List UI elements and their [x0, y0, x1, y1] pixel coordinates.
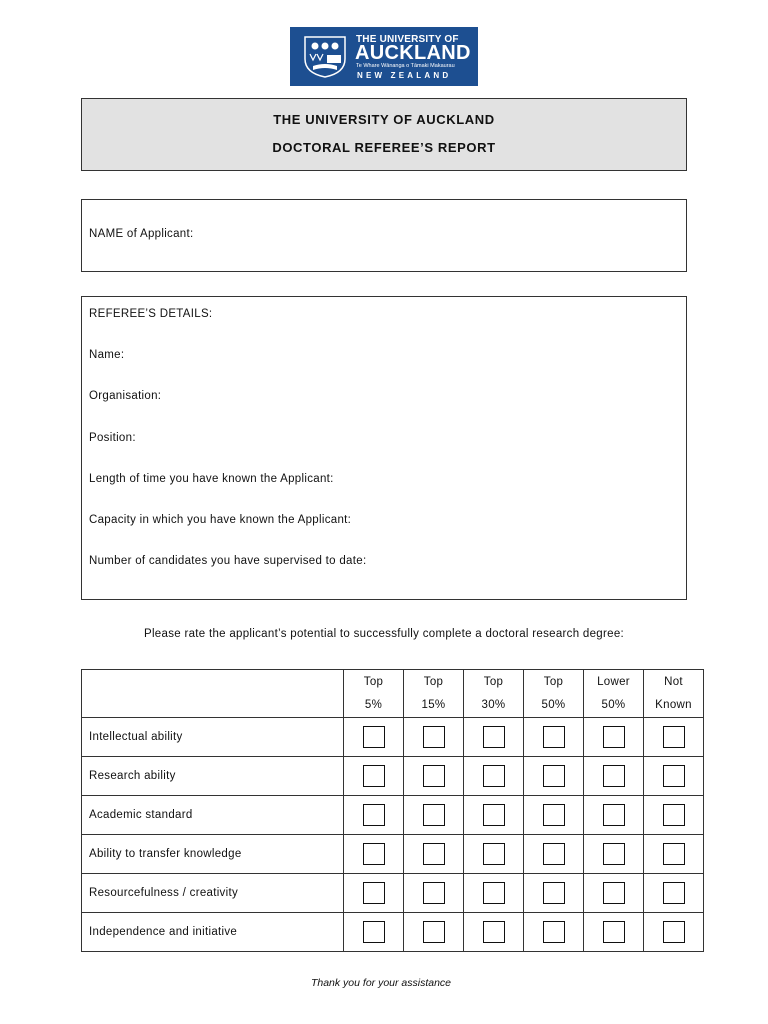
rating-checkbox[interactable] [543, 804, 565, 826]
rating-checkbox[interactable] [543, 882, 565, 904]
rating-checkbox[interactable] [363, 804, 385, 826]
applicant-name-label: NAME of Applicant: [89, 228, 194, 240]
column-label-line1: Top [423, 675, 444, 688]
referee-position-label: Position: [89, 432, 136, 444]
rating-row-transfer-knowledge [82, 835, 704, 874]
rating-checkbox[interactable] [663, 843, 685, 865]
referee-organisation-label: Organisation: [89, 390, 162, 402]
rating-checkbox[interactable] [363, 882, 385, 904]
rating-checkbox[interactable] [603, 921, 625, 943]
column-label-line1: Top [363, 675, 384, 688]
thank-you-note: Thank you for your assistance [310, 977, 452, 989]
criterion-label: Resourcefulness / creativity [82, 874, 344, 913]
rating-column-header [404, 670, 464, 718]
rating-checkbox[interactable] [543, 843, 565, 865]
column-label-line2: Known [655, 698, 692, 711]
rating-column-header [464, 670, 524, 718]
rating-checkbox[interactable] [603, 765, 625, 787]
column-label-line2: 50% [601, 698, 626, 711]
rating-checkbox[interactable] [423, 765, 445, 787]
criterion-label: Ability to transfer knowledge [82, 835, 344, 874]
rating-checkbox[interactable] [423, 804, 445, 826]
rating-header-row [82, 670, 704, 718]
rating-row-academic-standard [82, 796, 704, 835]
rating-checkbox[interactable] [423, 726, 445, 748]
report-title-name: DOCTORAL REFEREE’S REPORT [272, 140, 496, 155]
rating-row-independence [82, 913, 704, 952]
rating-checkbox[interactable] [543, 921, 565, 943]
rating-checkbox[interactable] [423, 921, 445, 943]
column-label-line1: Top [543, 675, 564, 688]
column-label-line2: 15% [421, 698, 446, 711]
rating-checkbox[interactable] [603, 882, 625, 904]
rating-checkbox[interactable] [423, 882, 445, 904]
rating-row-intellectual-ability [82, 718, 704, 757]
rating-checkbox[interactable] [543, 765, 565, 787]
logo-text-auckland: AUCKLAND [355, 42, 471, 64]
referee-length-known-label: Length of time you have known the Applicant: [89, 473, 334, 485]
university-logo [290, 27, 478, 86]
rating-row-research-ability [82, 757, 704, 796]
rating-checkbox[interactable] [483, 726, 505, 748]
rating-checkbox[interactable] [363, 765, 385, 787]
rating-checkbox[interactable] [603, 726, 625, 748]
logo-text-maori: Te Whare Wānanga o Tāmaki Makaurau [356, 63, 455, 69]
crest-icon [303, 35, 347, 78]
criterion-label: Independence and initiative [82, 913, 344, 952]
rating-checkbox[interactable] [483, 765, 505, 787]
report-title-box [81, 98, 687, 171]
rating-checkbox[interactable] [363, 843, 385, 865]
column-label-line1: Not [664, 675, 683, 688]
referee-candidates-supervised-label: Number of candidates you have supervised to date: [89, 555, 367, 567]
rating-checkbox[interactable] [423, 843, 445, 865]
rating-header-blank [82, 670, 344, 718]
rating-checkbox[interactable] [363, 726, 385, 748]
logo-text-nz: NEW ZEALAND [357, 71, 452, 80]
rating-column-header [524, 670, 584, 718]
rating-column-header [584, 670, 644, 718]
rating-checkbox[interactable] [663, 765, 685, 787]
criterion-label: Intellectual ability [82, 718, 344, 757]
rating-checkbox[interactable] [483, 804, 505, 826]
report-title-university: THE UNIVERSITY OF AUCKLAND [273, 112, 495, 127]
logo-text-line1: THE UNIVERSITY OF [356, 34, 459, 45]
rating-column-header [344, 670, 404, 718]
referee-name-label: Name: [89, 349, 125, 361]
rating-checkbox[interactable] [543, 726, 565, 748]
column-label-line2: 5% [364, 698, 383, 711]
rating-checkbox[interactable] [663, 921, 685, 943]
criterion-label: Research ability [82, 757, 344, 796]
rating-instructions: Please rate the applicant’s potential to successfully complete a doctoral research degree: [143, 628, 625, 640]
rating-checkbox[interactable] [663, 726, 685, 748]
rating-checkbox[interactable] [663, 804, 685, 826]
rating-checkbox[interactable] [483, 882, 505, 904]
column-label-line1: Top [483, 675, 504, 688]
rating-column-header [644, 670, 704, 718]
referee-details-heading: REFEREE’S DETAILS: [89, 308, 213, 320]
column-label-line2: 50% [541, 698, 566, 711]
referee-details-box[interactable] [81, 296, 687, 600]
column-label-line2: 30% [481, 698, 506, 711]
rating-checkbox[interactable] [603, 843, 625, 865]
rating-row-resourcefulness [82, 874, 704, 913]
rating-checkbox[interactable] [603, 804, 625, 826]
applicant-name-box[interactable] [81, 199, 687, 272]
referee-capacity-label: Capacity in which you have known the Applicant: [89, 514, 352, 526]
rating-checkbox[interactable] [363, 921, 385, 943]
rating-checkbox[interactable] [663, 882, 685, 904]
column-label-line1: Lower [597, 675, 630, 688]
criterion-label: Academic standard [82, 796, 344, 835]
rating-table [81, 669, 704, 952]
rating-checkbox[interactable] [483, 843, 505, 865]
rating-checkbox[interactable] [483, 921, 505, 943]
